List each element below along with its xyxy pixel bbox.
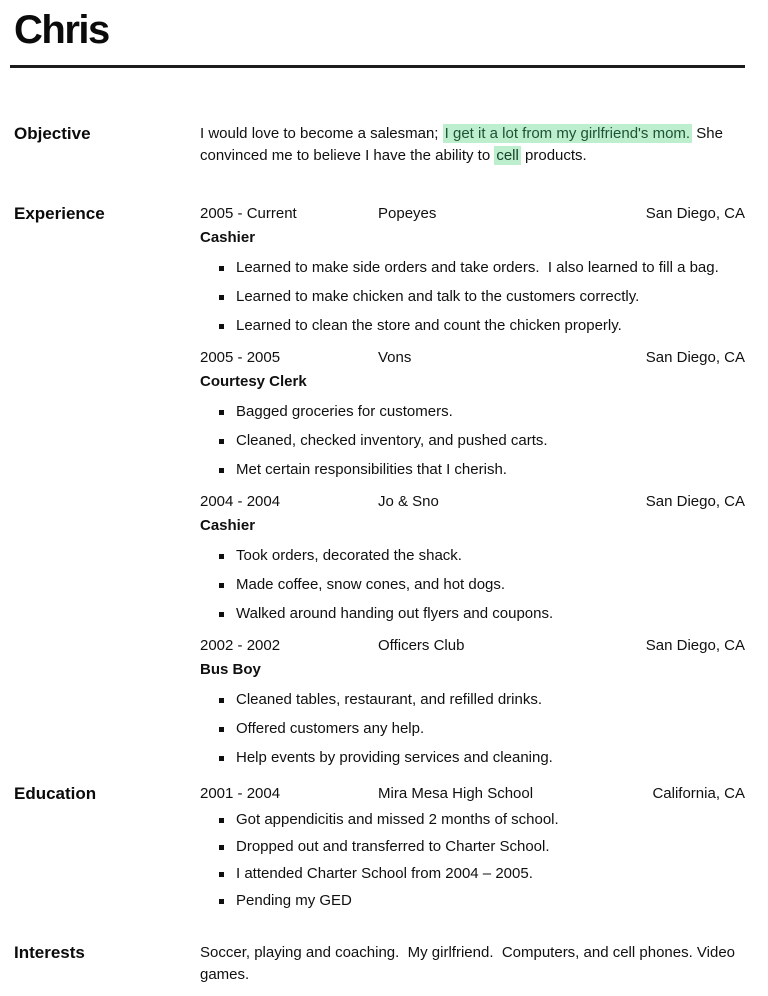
- job-company: Vons: [378, 349, 412, 366]
- highlighted-phrase: I get it a lot from my girlfriend's mom.: [444, 125, 691, 142]
- job-header: [200, 203, 745, 225]
- education-location: California, CA: [652, 785, 745, 802]
- bullet-square-icon: [219, 554, 224, 559]
- job-location: San Diego, CA: [645, 637, 745, 654]
- education-header: [200, 783, 745, 805]
- job-entry-officers-club: [200, 635, 745, 769]
- job-bullet-list: [200, 545, 745, 625]
- education-school: Mira Mesa High School: [378, 785, 534, 802]
- job-entry-vons: [200, 347, 745, 481]
- job-title: Bus Boy: [200, 661, 261, 678]
- education-bullet: Got appendicitis and missed 2 months of school.: [200, 809, 745, 831]
- job-location: San Diego, CA: [645, 349, 745, 366]
- experience-label: Experience: [14, 204, 105, 223]
- job-company: Jo & Sno: [378, 493, 439, 510]
- bullet-square-icon: [219, 899, 224, 904]
- objective-label: Objective: [14, 124, 91, 143]
- job-bullet-list: [200, 689, 745, 769]
- job-dates: 2005 - 2005: [200, 349, 281, 366]
- job-dates: 2004 - 2004: [200, 493, 281, 510]
- education-label: Education: [14, 784, 97, 803]
- job-bullet: Took orders, decorated the shack.: [200, 545, 745, 567]
- job-title: Cashier: [200, 229, 256, 246]
- job-company: Popeyes: [378, 205, 437, 222]
- bullet-square-icon: [219, 727, 224, 732]
- bullet-square-icon: [219, 845, 224, 850]
- education-bullet: I attended Charter School from 2004 – 2005.: [200, 863, 745, 885]
- bullet-square-icon: [219, 295, 224, 300]
- job-bullet: Learned to clean the store and count the chicken properly.: [200, 315, 745, 337]
- bullet-square-icon: [219, 698, 224, 703]
- job-title: Courtesy Clerk: [200, 373, 307, 390]
- interests-label: Interests: [14, 943, 85, 962]
- education-bullet-list: [200, 809, 745, 912]
- interests-text: Soccer, playing and coaching. My girlfriend. Computers, and cell phones. Video games.: [200, 944, 740, 983]
- job-bullet: Cleaned, checked inventory, and pushed carts.: [200, 430, 745, 452]
- bullet-square-icon: [219, 872, 224, 877]
- job-bullet: Learned to make side orders and take orders. I also learned to fill a bag.: [200, 257, 745, 279]
- bullet-square-icon: [219, 410, 224, 415]
- job-dates: 2005 - Current: [200, 205, 297, 222]
- resume-name: Chris: [14, 8, 109, 52]
- objective-text-part1: I would love to become a salesman;: [200, 125, 443, 142]
- education-bullet: Dropped out and transferred to Charter School.: [200, 836, 745, 858]
- resume-header: [14, 8, 745, 68]
- job-header: [200, 491, 745, 513]
- job-bullet: Made coffee, snow cones, and hot dogs.: [200, 574, 745, 596]
- job-bullet: Help events by providing services and cleaning.: [200, 747, 745, 769]
- section-education: [14, 783, 745, 917]
- job-bullet: Learned to make chicken and talk to the customers correctly.: [200, 286, 745, 308]
- objective-text-part3: products.: [520, 147, 587, 164]
- job-entry-popeyes: [200, 203, 745, 337]
- objective-text-part2: She convinced me to believe I have the ability to: [200, 125, 728, 164]
- job-location: San Diego, CA: [645, 205, 745, 222]
- job-company: Officers Club: [378, 637, 465, 654]
- bullet-square-icon: [219, 583, 224, 588]
- job-title: Cashier: [200, 517, 256, 534]
- job-bullet: Met certain responsibilities that I cherish.: [200, 459, 745, 481]
- job-bullet: Cleaned tables, restaurant, and refilled drinks.: [200, 689, 745, 711]
- job-entry-jo-and-sno: [200, 491, 745, 625]
- job-dates: 2002 - 2002: [200, 637, 281, 654]
- header-divider: [10, 65, 745, 68]
- bullet-square-icon: [219, 756, 224, 761]
- bullet-square-icon: [219, 439, 224, 444]
- job-bullet: Bagged groceries for customers.: [200, 401, 745, 423]
- bullet-square-icon: [219, 612, 224, 617]
- job-header: [200, 347, 745, 369]
- bullet-square-icon: [219, 468, 224, 473]
- bullet-square-icon: [219, 324, 224, 329]
- job-bullet-list: [200, 257, 745, 337]
- job-bullet-list: [200, 401, 745, 481]
- job-bullet: Offered customers any help.: [200, 718, 745, 740]
- section-experience: [14, 203, 745, 779]
- education-bullet: Pending my GED: [200, 890, 745, 912]
- job-header: [200, 635, 745, 657]
- highlighted-word: cell: [496, 147, 519, 164]
- section-interests: [14, 942, 745, 986]
- education-dates: 2001 - 2004: [200, 785, 281, 802]
- bullet-square-icon: [219, 266, 224, 271]
- objective-text: [200, 123, 745, 167]
- section-objective: [14, 123, 745, 167]
- bullet-square-icon: [219, 818, 224, 823]
- job-location: San Diego, CA: [645, 493, 745, 510]
- job-bullet: Walked around handing out flyers and coupons.: [200, 603, 745, 625]
